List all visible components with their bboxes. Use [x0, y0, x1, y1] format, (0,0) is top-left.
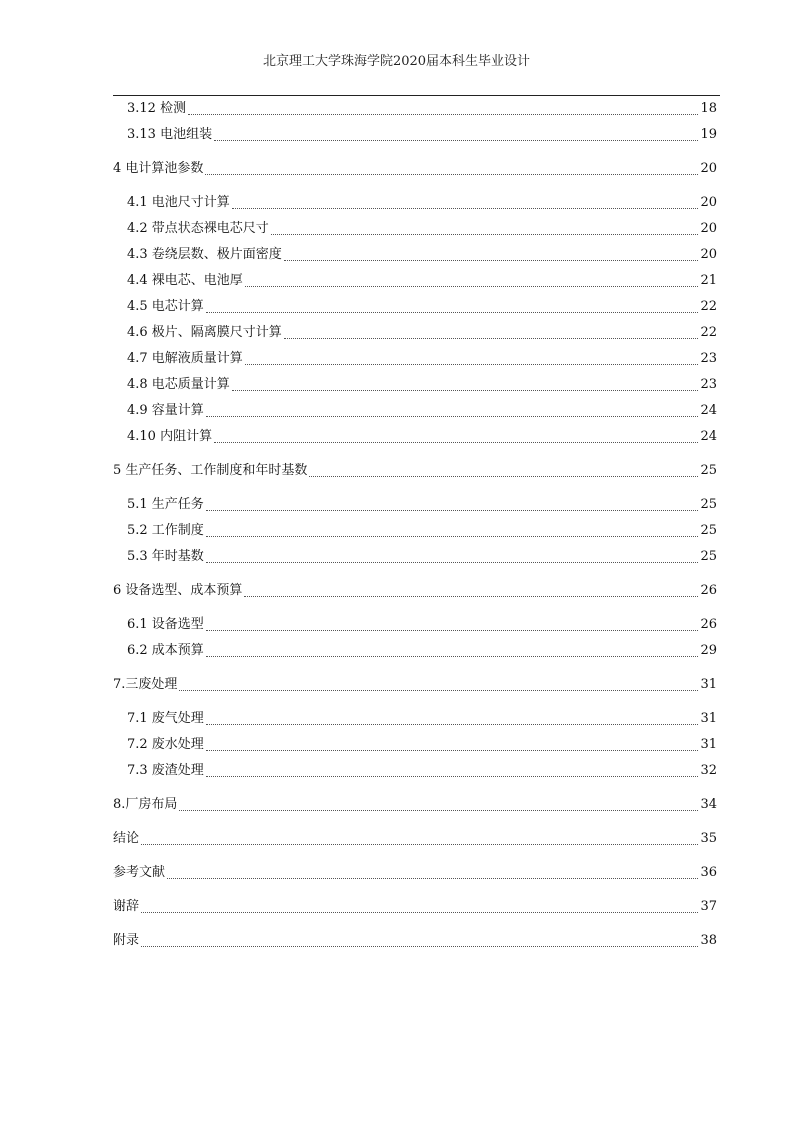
toc-entry-label: 7.2 废水处理	[127, 737, 204, 752]
toc-dot-leader	[206, 644, 699, 657]
toc-entry-label: 4.4 裸电芯、电池厚	[127, 273, 243, 288]
page-header: 北京理工大学珠海学院2020届本科生毕业设计	[262, 54, 531, 69]
toc-entry-label: 5 生产任务、工作制度和年时基数	[113, 463, 308, 478]
toc-entry-page-number: 20	[700, 221, 717, 236]
toc-dot-leader	[206, 618, 699, 631]
toc-entry-page-number: 32	[700, 763, 717, 778]
toc-dot-leader	[206, 550, 699, 563]
toc-entry-label: 7.1 废气处理	[127, 711, 204, 726]
toc-dot-leader	[206, 738, 699, 751]
toc-entry[interactable]	[127, 402, 717, 420]
toc-entry[interactable]	[127, 100, 717, 118]
toc-entry-page-number: 35	[700, 831, 717, 846]
toc-entry[interactable]	[113, 864, 717, 882]
toc-dot-leader	[244, 584, 698, 597]
toc-entry-page-number: 24	[700, 403, 717, 418]
toc-entry[interactable]	[127, 376, 717, 394]
toc-dot-leader	[141, 832, 698, 845]
toc-entry-page-number: 25	[700, 463, 717, 478]
toc-entry-label: 4.1 电池尺寸计算	[127, 195, 230, 210]
toc-dot-leader	[284, 326, 699, 339]
toc-entry[interactable]	[113, 582, 717, 600]
toc-entry-page-number: 25	[700, 497, 717, 512]
toc-entry-label: 6 设备选型、成本预算	[113, 583, 243, 598]
toc-entry[interactable]	[127, 496, 717, 514]
toc-entry[interactable]	[127, 736, 717, 754]
toc-dot-leader	[141, 900, 698, 913]
toc-entry-label: 4.10 内阻计算	[127, 429, 213, 444]
toc-entry[interactable]	[113, 676, 717, 694]
toc-entry-page-number: 18	[700, 101, 717, 116]
toc-entry-page-number: 24	[700, 429, 717, 444]
toc-entry-page-number: 38	[700, 933, 717, 948]
toc-entry[interactable]	[113, 932, 717, 950]
toc-entry-label: 6.1 设备选型	[127, 617, 204, 632]
toc-entry[interactable]	[113, 830, 717, 848]
toc-entry-label: 3.13 电池组装	[127, 127, 213, 142]
toc-entry[interactable]	[127, 762, 717, 780]
toc-entry-page-number: 34	[700, 797, 717, 812]
toc-entry-label: 5.2 工作制度	[127, 523, 204, 538]
toc-entry[interactable]	[127, 324, 717, 342]
toc-entry-page-number: 26	[700, 583, 717, 598]
toc-entry-label: 6.2 成本预算	[127, 643, 204, 658]
toc-dot-leader	[179, 798, 698, 811]
toc-dot-leader	[167, 866, 698, 879]
toc-dot-leader	[206, 498, 699, 511]
toc-dot-leader	[284, 248, 699, 261]
toc-entry-label: 4 电计算池参数	[113, 161, 204, 176]
toc-entry[interactable]	[113, 160, 717, 178]
toc-entry-label: 4.5 电芯计算	[127, 299, 204, 314]
toc-entry[interactable]	[127, 194, 717, 212]
toc-entry-page-number: 22	[700, 299, 717, 314]
toc-entry[interactable]	[127, 616, 717, 634]
toc-entry[interactable]	[127, 272, 717, 290]
toc-dot-leader	[206, 764, 699, 777]
toc-entry[interactable]	[113, 898, 717, 916]
toc-entry-label: 7.三废处理	[113, 677, 178, 692]
toc-entry[interactable]	[127, 298, 717, 316]
toc-entry-page-number: 22	[700, 325, 717, 340]
toc-entry[interactable]	[127, 126, 717, 144]
toc-entry[interactable]	[127, 710, 717, 728]
toc-entry[interactable]	[113, 796, 717, 814]
toc-entry-label: 3.12 检测	[127, 101, 187, 116]
toc-entry[interactable]	[127, 548, 717, 566]
toc-dot-leader	[179, 678, 698, 691]
toc-dot-leader	[188, 102, 698, 115]
toc-entry-label: 附录	[113, 933, 140, 948]
toc-entry-label: 4.6 极片、隔离膜尺寸计算	[127, 325, 282, 340]
toc-entry-label: 4.2 带点状态裸电芯尺寸	[127, 221, 269, 236]
toc-entry-page-number: 23	[700, 351, 717, 366]
toc-entry-page-number: 31	[700, 677, 717, 692]
toc-entry[interactable]	[127, 350, 717, 368]
toc-entry-page-number: 25	[700, 523, 717, 538]
toc-entry-label: 7.3 废渣处理	[127, 763, 204, 778]
toc-dot-leader	[245, 352, 699, 365]
toc-dot-leader	[232, 196, 699, 209]
toc-dot-leader	[206, 524, 699, 537]
toc-entry[interactable]	[127, 522, 717, 540]
toc-entry[interactable]	[127, 220, 717, 238]
toc-entry-label: 4.9 容量计算	[127, 403, 204, 418]
toc-dot-leader	[206, 300, 699, 313]
toc-entry[interactable]	[127, 642, 717, 660]
toc-entry-page-number: 31	[700, 737, 717, 752]
toc-entry-page-number: 29	[700, 643, 717, 658]
toc-entry-label: 4.3 卷绕层数、极片面密度	[127, 247, 282, 262]
toc-entry-page-number: 20	[700, 195, 717, 210]
toc-entry-label: 谢辞	[113, 899, 140, 914]
toc-dot-leader	[214, 128, 698, 141]
toc-entry-page-number: 36	[700, 865, 717, 880]
toc-entry-page-number: 37	[700, 899, 717, 914]
toc-dot-leader	[245, 274, 699, 287]
toc-dot-leader	[141, 934, 698, 947]
toc-dot-leader	[232, 378, 699, 391]
toc-entry-label: 参考文献	[113, 865, 166, 880]
toc-entry-page-number: 20	[700, 247, 717, 262]
toc-dot-leader	[271, 222, 699, 235]
toc-entry-page-number: 26	[700, 617, 717, 632]
toc-entry-page-number: 23	[700, 377, 717, 392]
toc-entry-label: 4.8 电芯质量计算	[127, 377, 230, 392]
toc-entry[interactable]	[127, 428, 717, 446]
toc-entry[interactable]	[113, 462, 717, 480]
toc-entry-label: 8.厂房布局	[113, 797, 178, 812]
toc-entry-label: 4.7 电解液质量计算	[127, 351, 243, 366]
toc-entry[interactable]	[127, 246, 717, 264]
toc-entry-label: 结论	[113, 831, 140, 846]
toc-dot-leader	[205, 162, 698, 175]
toc-entry-page-number: 19	[700, 127, 717, 142]
toc-dot-leader	[309, 464, 698, 477]
toc-dot-leader	[214, 430, 698, 443]
toc-entry-label: 5.1 生产任务	[127, 497, 204, 512]
toc-entry-label: 5.3 年时基数	[127, 549, 204, 564]
toc-entry-page-number: 31	[700, 711, 717, 726]
toc-dot-leader	[206, 712, 699, 725]
toc-entry-page-number: 25	[700, 549, 717, 564]
header-divider	[113, 95, 720, 96]
toc-entry-page-number: 21	[700, 273, 717, 288]
toc-dot-leader	[206, 404, 699, 417]
toc-entry-page-number: 20	[700, 161, 717, 176]
